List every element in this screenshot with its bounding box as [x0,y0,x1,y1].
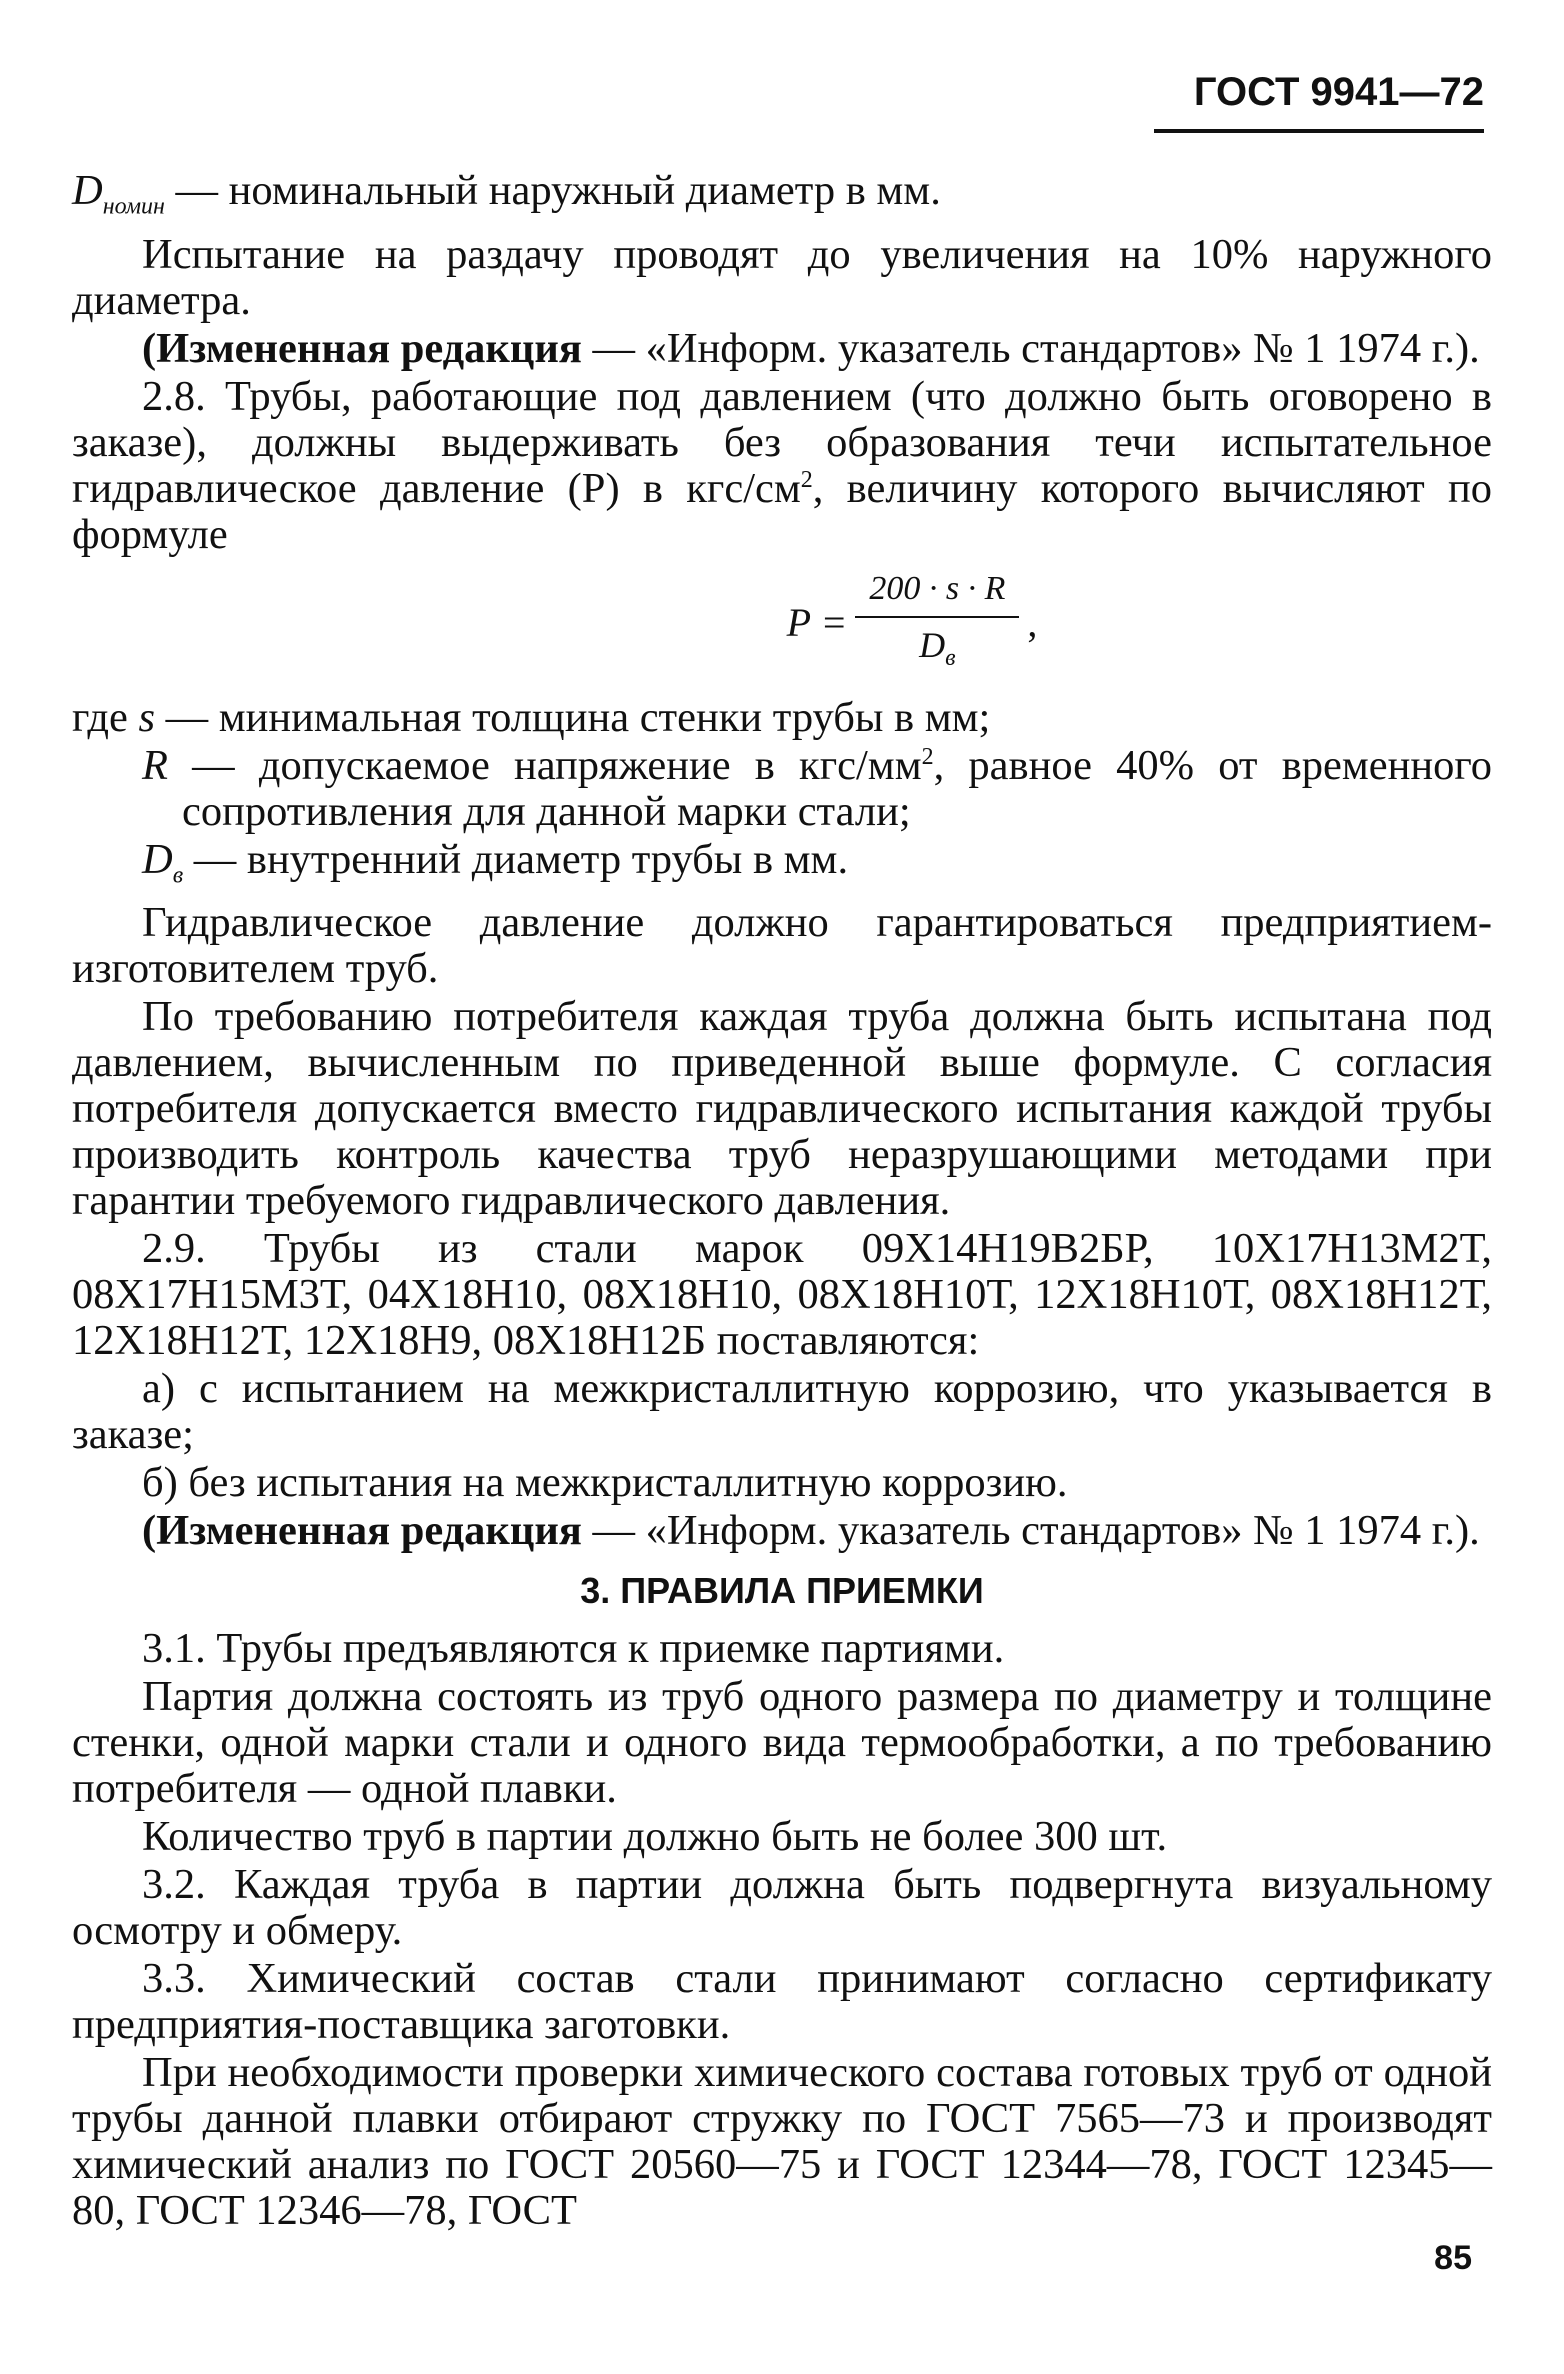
clause-3-2: 3.2. Каждая труба в партии должна быть подвергнута визуальному осмотру и обмеру. [72,1861,1492,1955]
definition-s-symbol: s [138,693,155,741]
list-item-a: а) с испытанием на межкристаллитную коррозию, что указывается в заказе; [72,1365,1492,1459]
expansion-paragraph: Испытание на раздачу проводят до увеличения на 10% наружного диаметра. [72,230,1492,324]
definition-s-text: — минимальная толщина стенки трубы в мм; [154,693,991,741]
definition-s [72,695,1492,741]
definition-d-sub: в [172,862,184,889]
clause-2-8-text: 2.8. Трубы, работающие под давлением (что должно быть оговорено в заказе), должны выдерживать без образования течи испытательное гидравлическое давление (P) в кгс/см [72,372,1492,512]
amendment-label: (Измененная редакция [142,1507,582,1555]
dnom-text: — номинальный наружный диаметр в мм. [164,167,941,214]
batch-count-paragraph: Количество труб в партии должно быть не более 300 шт. [142,1813,1168,1861]
consumer-request-paragraph: По требованию потребителя каждая труба должна быть испытана под давлением, вычисленным по приведенной выше формуле. С согласия потребителя допускается вместо гидравлического испытания каждой трубы производить контроль качества труб неразрушающими методами при гарантии требуемого гидравлического давления. [72,993,1492,1225]
formula-denominator-sub: в [945,644,956,671]
definition-d [72,837,1492,899]
formula-definitions [72,695,1492,899]
definition-r-symbol: R [142,741,168,789]
guarantee-paragraph: Гидравлическое давление должно гарантироваться предприятием-изготовителем труб. [72,899,1492,993]
definition-s-lead: где [72,693,139,741]
clause-2-8-tail: , величину которого вычисляют по формуле [72,464,1492,558]
chemical-analysis-paragraph: При необходимости проверки химического состава готовых труб от одной трубы данной плавки отбирают стружку по ГОСТ 7565—73 и производят химический анализ по ГОСТ 20560—75 и ГОСТ 12344—78, ГОСТ 12345—80, ГОСТ 12346—78, ГОСТ [72,2049,1492,2235]
formula-numerator: 200 · s · R [855,566,1019,618]
clause-3-3: 3.3. Химический состав стали принимают согласно сертификату предприятия-поставщика заготовки. [72,1955,1492,2049]
page-number: 85 [1434,2239,1472,2277]
formula-fraction [855,566,1019,681]
dnom-definition [72,168,1492,230]
formula-denominator-symbol: D [919,624,946,665]
amendment-text: — «Информ. указатель стандартов» № 1 1974 г.). [581,324,1480,372]
clause-3-1: 3.1. Трубы предъявляются к приемке партиями. [142,1625,1005,1673]
definition-r [72,743,1492,835]
amendment-note-1 [72,326,1492,372]
dnom-symbol: D [72,167,103,214]
definition-d-symbol: D [142,835,173,883]
amendment-note-2 [72,1508,1492,1554]
definition-r-text-b: , равное 40% от временного сопротивления для данной марки стали; [182,741,1492,835]
dnom-subscript: номин [102,193,165,220]
amendment-text: — «Информ. указатель стандартов» № 1 1974 г.). [581,1507,1480,1555]
definition-d-text: — внутренний диаметр трубы в мм. [183,835,849,883]
clause-2-8 [72,374,1492,558]
definition-r-sup: 2 [921,743,934,770]
batch-paragraph: Партия должна состоять из труб одного размера по диаметру и толщине стенки, одной марки стали и одного вида термообработки, а по требованию потребителя — одной плавки. [72,1673,1492,1813]
standard-code-header: ГОСТ 9941—72 [1154,70,1484,133]
section-3-title: 3. ПРАВИЛА ПРИЕМКИ [580,1570,984,1612]
document-body [72,168,1492,2236]
definition-r-text-a: — допускаемое напряжение в кгс/мм [167,741,922,789]
clause-2-8-sup: 2 [800,466,813,493]
formula-trail: , [1027,600,1038,646]
formula-lhs: P = [786,600,848,646]
pressure-formula [332,566,1492,681]
amendment-label: (Измененная редакция [142,324,582,372]
clause-2-9: 2.9. Трубы из стали марок 09Х14Н19В2БР, 10Х17Н13М2Т, 08Х17Н15М3Т, 04Х18Н10, 08Х18Н10, 08Х18Н10Т, 12Х18Н10Т, 08Х18Н12Т, 12Х18Н12Т, 12Х18Н9, 08Х18Н12Б поставляются: [72,1225,1492,1365]
list-item-b: б) без испытания на межкристаллитную коррозию. [142,1459,1068,1507]
formula-denominator [919,618,955,681]
